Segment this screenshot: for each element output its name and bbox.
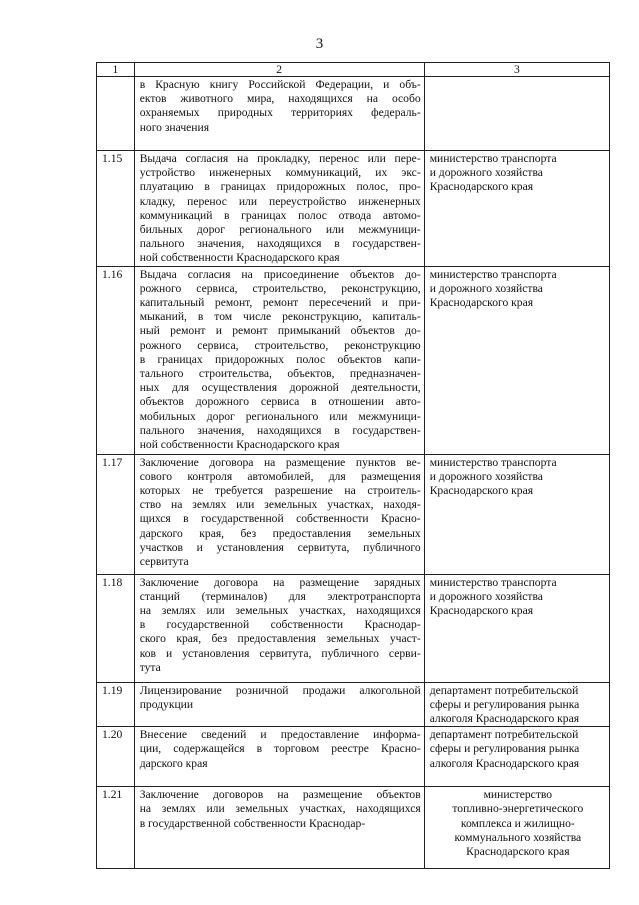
authority-line: Краснодарского края: [429, 604, 534, 618]
responsible-authority: [424, 727, 609, 787]
description-line: ной собственности Краснодарского края: [139, 251, 340, 265]
description-line: коммуникаций в границах полос отвода автомо-: [139, 208, 421, 222]
table-row: [97, 454, 610, 574]
row-number: 1.16: [97, 266, 135, 454]
description-line: тального строительства, объектов, предназначен-: [139, 367, 421, 381]
description-line: ского края, без предоставления земельных участ-: [139, 632, 421, 646]
authority-line: министерство транспорта: [429, 267, 557, 281]
authority-line: департамент потребительской: [429, 683, 579, 697]
description-line: щихся в государственной собственности Красно-: [139, 512, 421, 526]
description-line: сового контроля автомобилей, для размещения: [139, 469, 421, 483]
authority-line: и дорожного хозяйства: [429, 281, 543, 295]
authority-line: сферы и регулирования рынка: [429, 697, 580, 711]
authority-line: Краснодарского края: [429, 296, 534, 310]
description-line: пального значения, находящихся в государствен-: [139, 423, 421, 437]
description-line: ных для осуществления дорожной деятельности,: [139, 381, 421, 395]
table-row: [97, 787, 610, 869]
authority-line: и дорожного хозяйства: [429, 166, 543, 180]
service-description: [134, 77, 424, 151]
authority-line: сферы и регулирования рынка: [429, 742, 580, 756]
description-line: рожного сервиса, строительство, реконструкцию,: [139, 281, 421, 295]
description-line: Заключение договора на размещение зарядных: [139, 575, 421, 589]
description-line: мыканий, в том числе реконструкцию, капиталь-: [139, 310, 421, 324]
description-line: капитальный ремонт, ремонт пересечений и при-: [139, 296, 421, 310]
authority-line: комплекса и жилищно-: [460, 816, 575, 830]
description-line: охраняемых природных территориях федераль-: [139, 106, 421, 120]
description-line: в границах придорожных полос объектов капи-: [139, 352, 421, 366]
authority-line: топливно-энергетического: [452, 802, 584, 816]
authority-line: алкоголя Краснодарского края: [429, 712, 580, 726]
header-col-2: 2: [134, 63, 424, 77]
responsible-authority: [424, 682, 609, 727]
service-description: [134, 266, 424, 454]
description-line: Внесение сведений и предоставление информа-: [139, 728, 421, 742]
description-line: Выдача согласия на присоединение объектов до-: [139, 267, 421, 281]
authority-line: департамент потребительской: [429, 728, 579, 742]
description-line: ного значения: [139, 120, 210, 134]
row-number: [97, 77, 135, 151]
description-line: в государственной собственности Краснодар-: [139, 618, 421, 632]
service-description: [134, 454, 424, 574]
description-line: дарского края: [139, 756, 208, 770]
table-row: [97, 682, 610, 727]
responsible-authority: [424, 77, 609, 151]
description-line: на землях или земельных участках, находящихся: [139, 802, 421, 816]
description-line: участков и установления сервитута, публичного: [139, 540, 421, 554]
responsible-authority: [424, 266, 609, 454]
description-line: станций (терминалов) для электротранспорта: [139, 589, 421, 603]
description-line: сервитута: [139, 555, 189, 569]
description-line: Выдача согласия на прокладку, перенос или пере-: [139, 152, 421, 165]
row-number: 1.21: [97, 787, 135, 869]
description-line: объектов дорожного сервиса в отношении авто-: [139, 395, 421, 409]
page-number: 3: [315, 36, 324, 52]
description-line: которых не требуется разрешение на строитель-: [139, 484, 421, 498]
row-number: 1.20: [97, 727, 135, 787]
description-line: Лицензирование розничной продажи алкогольной: [139, 683, 421, 697]
table-header-row: [97, 63, 610, 77]
authority-line: алкоголя Краснодарского края: [429, 756, 580, 770]
description-line: ектов животного мира, находящихся на особо: [139, 92, 421, 106]
service-description: [134, 574, 424, 682]
description-line: на землях или земельных участках, находящихся: [139, 604, 421, 618]
description-line: ство на землях или земельных участках, находя-: [139, 498, 421, 512]
service-description: [134, 727, 424, 787]
table-row: [97, 77, 610, 151]
description-line: тута: [139, 660, 161, 674]
authority-line: министерство транспорта: [429, 455, 557, 469]
responsible-authority: [424, 454, 609, 574]
authority-line: и дорожного хозяйства: [429, 589, 543, 603]
description-line: ный ремонт и ремонт примыканий объектов до-: [139, 324, 421, 338]
authority-line: министерство: [483, 788, 553, 802]
header-col-1: 1: [97, 63, 135, 77]
description-line: устройство инженерных коммуникаций, их экс-: [139, 166, 421, 180]
description-line: Заключение договоров на размещение объектов: [139, 788, 421, 802]
responsible-authority: [424, 574, 609, 682]
table-row: [97, 266, 610, 454]
table-row: [97, 727, 610, 787]
description-line: дарского края, без предоставления земельных: [139, 526, 421, 540]
table-row: [97, 151, 610, 267]
authority-line: коммунального хозяйства: [454, 830, 582, 844]
description-line: кладку, перенос или переустройство инженерных: [139, 194, 421, 208]
table-row: [97, 574, 610, 682]
authority-line: Краснодарского края: [429, 484, 534, 498]
service-description: [134, 682, 424, 727]
description-line: продукции: [139, 697, 194, 711]
responsible-authority: [424, 787, 609, 869]
service-description: [134, 151, 424, 267]
authority-line: Краснодарского края: [429, 180, 534, 194]
responsible-authority: [424, 151, 609, 267]
description-line: Заключение договора на размещение пунктов ве-: [139, 455, 421, 469]
service-description: [134, 787, 424, 869]
authority-line: и дорожного хозяйства: [429, 469, 543, 483]
description-line: пального значения, находящихся в государствен-: [139, 237, 421, 251]
description-line: ной собственности Краснодарского края: [139, 438, 340, 452]
row-number: 1.19: [97, 682, 135, 727]
description-line: мобильных дорог регионального или межмуници-: [139, 409, 421, 423]
description-line: ции, содержащейся в торговом реестре Красно-: [139, 742, 421, 756]
description-line: рожного сервиса, строительство, реконструкцию: [139, 338, 421, 352]
authority-line: министерство транспорта: [429, 152, 557, 165]
authority-line: министерство транспорта: [429, 575, 557, 589]
row-number: 1.18: [97, 574, 135, 682]
services-table: [96, 62, 610, 869]
description-line: в государственной собственности Краснодар-: [139, 816, 366, 830]
description-line: в Красную книгу Российской Федерации, и объ-: [139, 78, 421, 91]
description-line: плуатацию в границах придорожных полос, про-: [139, 180, 421, 194]
description-line: бильных дорог регионального или межмуници-: [139, 223, 421, 237]
row-number: 1.15: [97, 151, 135, 267]
row-number: 1.17: [97, 454, 135, 574]
authority-line: Краснодарского края: [466, 845, 570, 859]
header-col-3: 3: [424, 63, 609, 77]
description-line: ков и установления сервитута, публичного серви-: [139, 646, 421, 660]
